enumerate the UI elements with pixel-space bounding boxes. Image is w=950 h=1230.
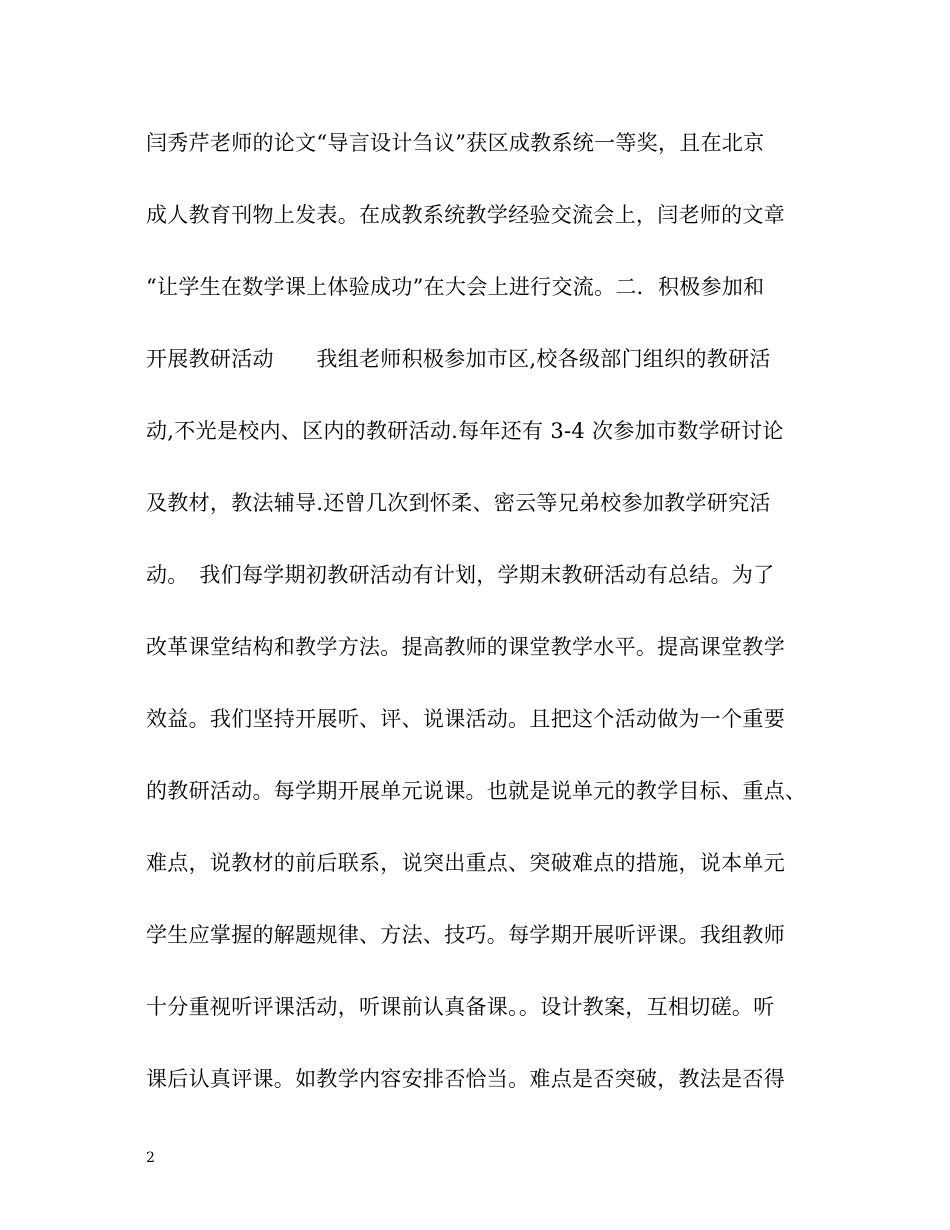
text-line: “让学生在数学课上体验成功”在大会上进行交流。二．积极参加和 — [146, 275, 765, 299]
text-line: 效益。我们坚持开展听、评、说课活动。且把这个活动做为一个重要 — [146, 707, 785, 731]
text-line: 成人教育刊物上发表。在成教系统教学经验交流会上，闫老师的文章 — [146, 203, 785, 227]
text-line: 及教材，教法辅导.还曾几次到怀柔、密云等兄弟校参加教学研究活 — [146, 491, 771, 515]
text-line: 难点，说教材的前后联系，说突出重点、突破难点的措施，说本单元 — [146, 851, 785, 875]
text-line: 动。 我们每学期初教研活动有计划，学期末教研活动有总结。为了 — [146, 563, 775, 587]
page-number: 2 — [146, 1150, 155, 1166]
text-line: 闫秀芹老师的论文“导言设计刍议”获区成教系统一等奖，且在北京 — [146, 131, 765, 155]
text-line: 学生应掌握的解题规律、方法、技巧。每学期开展听评课。我组教师 — [146, 923, 785, 947]
text-line: 动,不光是校内、区内的教研活动.每年还有 3-4 次参加市数学研讨论 — [146, 419, 784, 443]
text-line: 的教研活动。每学期开展单元说课。也就是说单元的教学目标、重点、 — [146, 779, 807, 803]
text-line: 十分重视听评课活动，听课前认真备课。。设计教案，互相切磋。听 — [146, 995, 775, 1019]
body-text — [146, 120, 826, 1128]
text-line: 改革课堂结构和教学方法。提高教师的课堂教学水平。提高课堂教学 — [146, 635, 785, 659]
text-line: 课后认真评课。如教学内容安排否恰当。难点是否突破，教法是否得 — [146, 1067, 785, 1091]
text-line: 开展教研活动 我组老师积极参加市区,校各级部门组织的教研活 — [146, 347, 771, 371]
